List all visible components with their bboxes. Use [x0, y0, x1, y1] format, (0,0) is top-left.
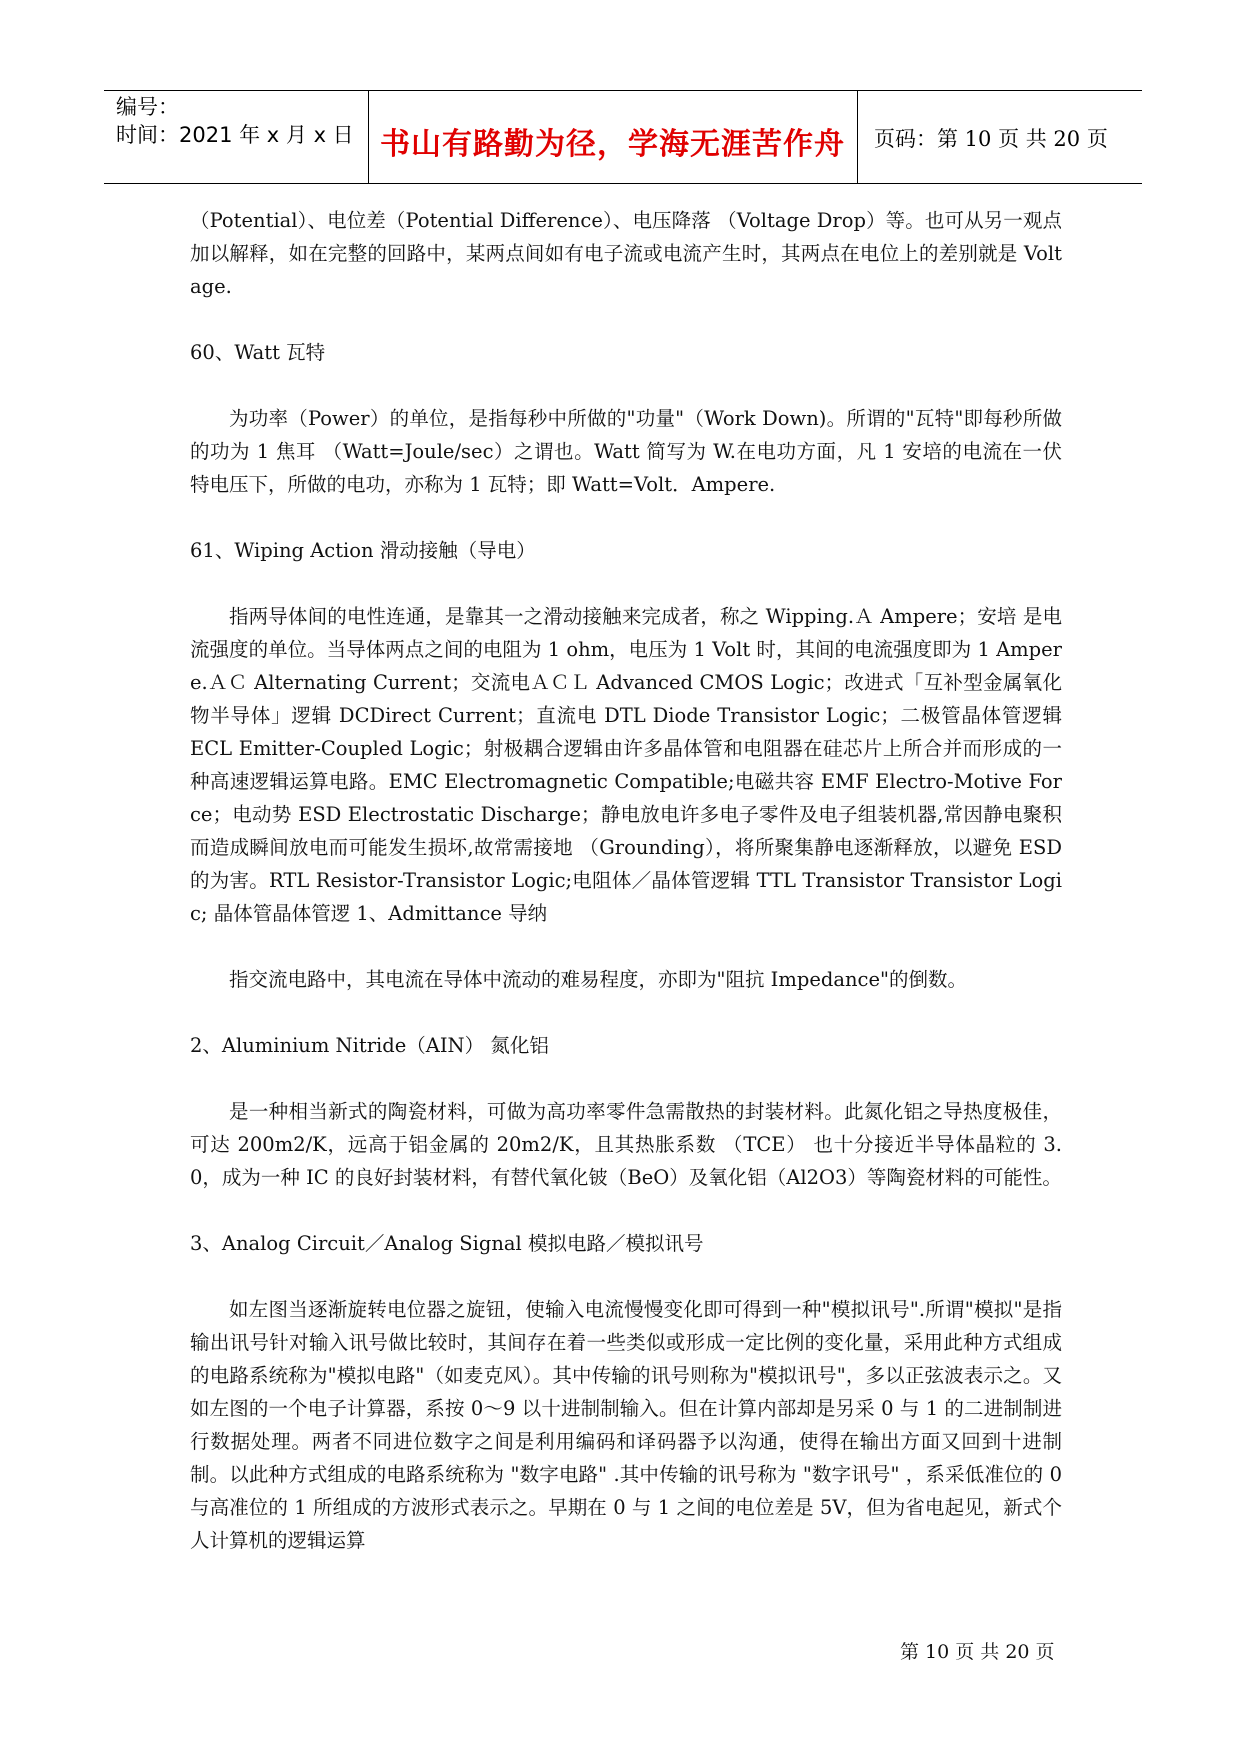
document-number-label: 编号： — [116, 95, 179, 119]
page-footer: 第 10 页 共 20 页 — [900, 1641, 1055, 1663]
document-time-label: 时间：2021 年 x 月 x 日 — [116, 123, 354, 147]
header-meta — [116, 93, 354, 149]
header-motto: 书山有路勤为径，学海无涯苦作舟 — [380, 127, 845, 162]
section-heading-analog-circuit: 3、Analog Circuit／Analog Signal 模拟电路／模拟讯号 — [190, 1232, 704, 1255]
body-paragraph: 是一种相当新式的陶瓷材料，可做为高功率零件急需散热的封装材料。此氮化铝之导热度极佳，可达 200m2/K，远高于铝金属的 20m2/K，且其热胀系数 （TCE） 也十分接近半导体晶粒的 3.0，成为一种 IC 的良好封装材料，有替代氧化铍（BeO）及氧化铝（Al2O3）等陶瓷材料的可能性。 — [190, 1100, 1062, 1189]
section-heading-watt: 60、Watt 瓦特 — [190, 341, 326, 364]
header-divider — [857, 91, 858, 183]
section-heading-aluminium-nitride: 2、Aluminium Nitride（AIN） 氮化铝 — [190, 1034, 549, 1057]
body-paragraph: 为功率（Power）的单位，是指每秒中所做的"功量"（Work Down)。所谓的"瓦特"即每秒所做的功为 1 焦耳 （Watt=Joule/sec）之谓也。Watt 简写为 W.在电功方面，凡 1 安培的电流在一伏特电压下，所做的电功，亦称为 1 瓦特；即 Watt=Volt．Ampere. — [190, 407, 1062, 496]
body-paragraph: 如左图当逐渐旋转电位器之旋钮，使输入电流慢慢变化即可得到一种"模拟讯号".所谓"模拟"是指输出讯号针对输入讯号做比较时，其间存在着一些类似或形成一定比例的变化量，采用此种方式组成的电路系统称为"模拟电路"（如麦克风）。其中传输的讯号则称为"模拟讯号"，多以正弦波表示之。又如左图的一个电子计算器，系按 0～9 以十进制制输入。但在计算内部却是另采 0 与 1 的二进制制进行数据处理。两者不同进位数字之间是利用编码和译码器予以沟通，使得在输出方面又回到十进制制。以此种方式组成的电路系统称为 "数字电路" .其中传输的讯号称为 "数字讯号" ，系采低准位的 0 与高准位的 1 所组成的方波形式表示之。早期在 0 与 1 之间的电位差是 5V，但为省电起见，新式个人计算机的逻辑运算 — [190, 1298, 1062, 1552]
body-paragraph: （Potential）、电位差（Potential Difference）、电压降落 （Voltage Drop）等。也可从另一观点加以解释，如在完整的回路中，某两点间如有电子流或电流产生时，其两点在电位上的差别就是 Voltage. — [190, 209, 1062, 298]
page-header — [104, 90, 1142, 184]
body-paragraph: 指两导体间的电性连通，是靠其一之滑动接触来完成者，称之 Wipping.Ａ Ampere；安培 是电流强度的单位。当导体两点之间的电阻为 1 ohm，电压为 1 Volt 时，其间的电流强度即为 1 Ampere.ＡＣ Alternating Current；交流电ＡＣＬ Advanced CMOS Logic；改进式「互补型金属氧化物半导体」逻辑 DCDirect Current；直流电 DTL Diode Transistor Logic；二极管晶体管逻辑 ECL Emitter-Coupled Logic；射极耦合逻辑由许多晶体管和电阻器在硅芯片上所合并而形成的一种高速逻辑运算电路。EMC Electromagnetic Compatible;电磁共容 EMF Electro-Motive Force；电动势 ESD Electrostatic Discharge；静电放电许多电子零件及电子组装机器,常因静电聚积而造成瞬间放电而可能发生损坏,故常需接地 （Grounding），将所聚集静电逐渐释放，以避免 ESD 的为害。RTL Resistor-Transistor Logic;电阻体／晶体管逻辑 TTL Transistor Transistor Logic; 晶体管晶体管逻 1、Admittance 导纳 — [190, 605, 1062, 925]
section-heading-wiping-action: 61、Wiping Action 滑动接触（导电） — [190, 539, 536, 562]
header-page-number: 页码：第 10 页 共 20 页 — [874, 127, 1108, 151]
document-body — [190, 204, 1062, 1557]
body-paragraph: 指交流电路中，其电流在导体中流动的难易程度，亦即为"阻抗 Impedance"的倒数。 — [229, 968, 967, 991]
